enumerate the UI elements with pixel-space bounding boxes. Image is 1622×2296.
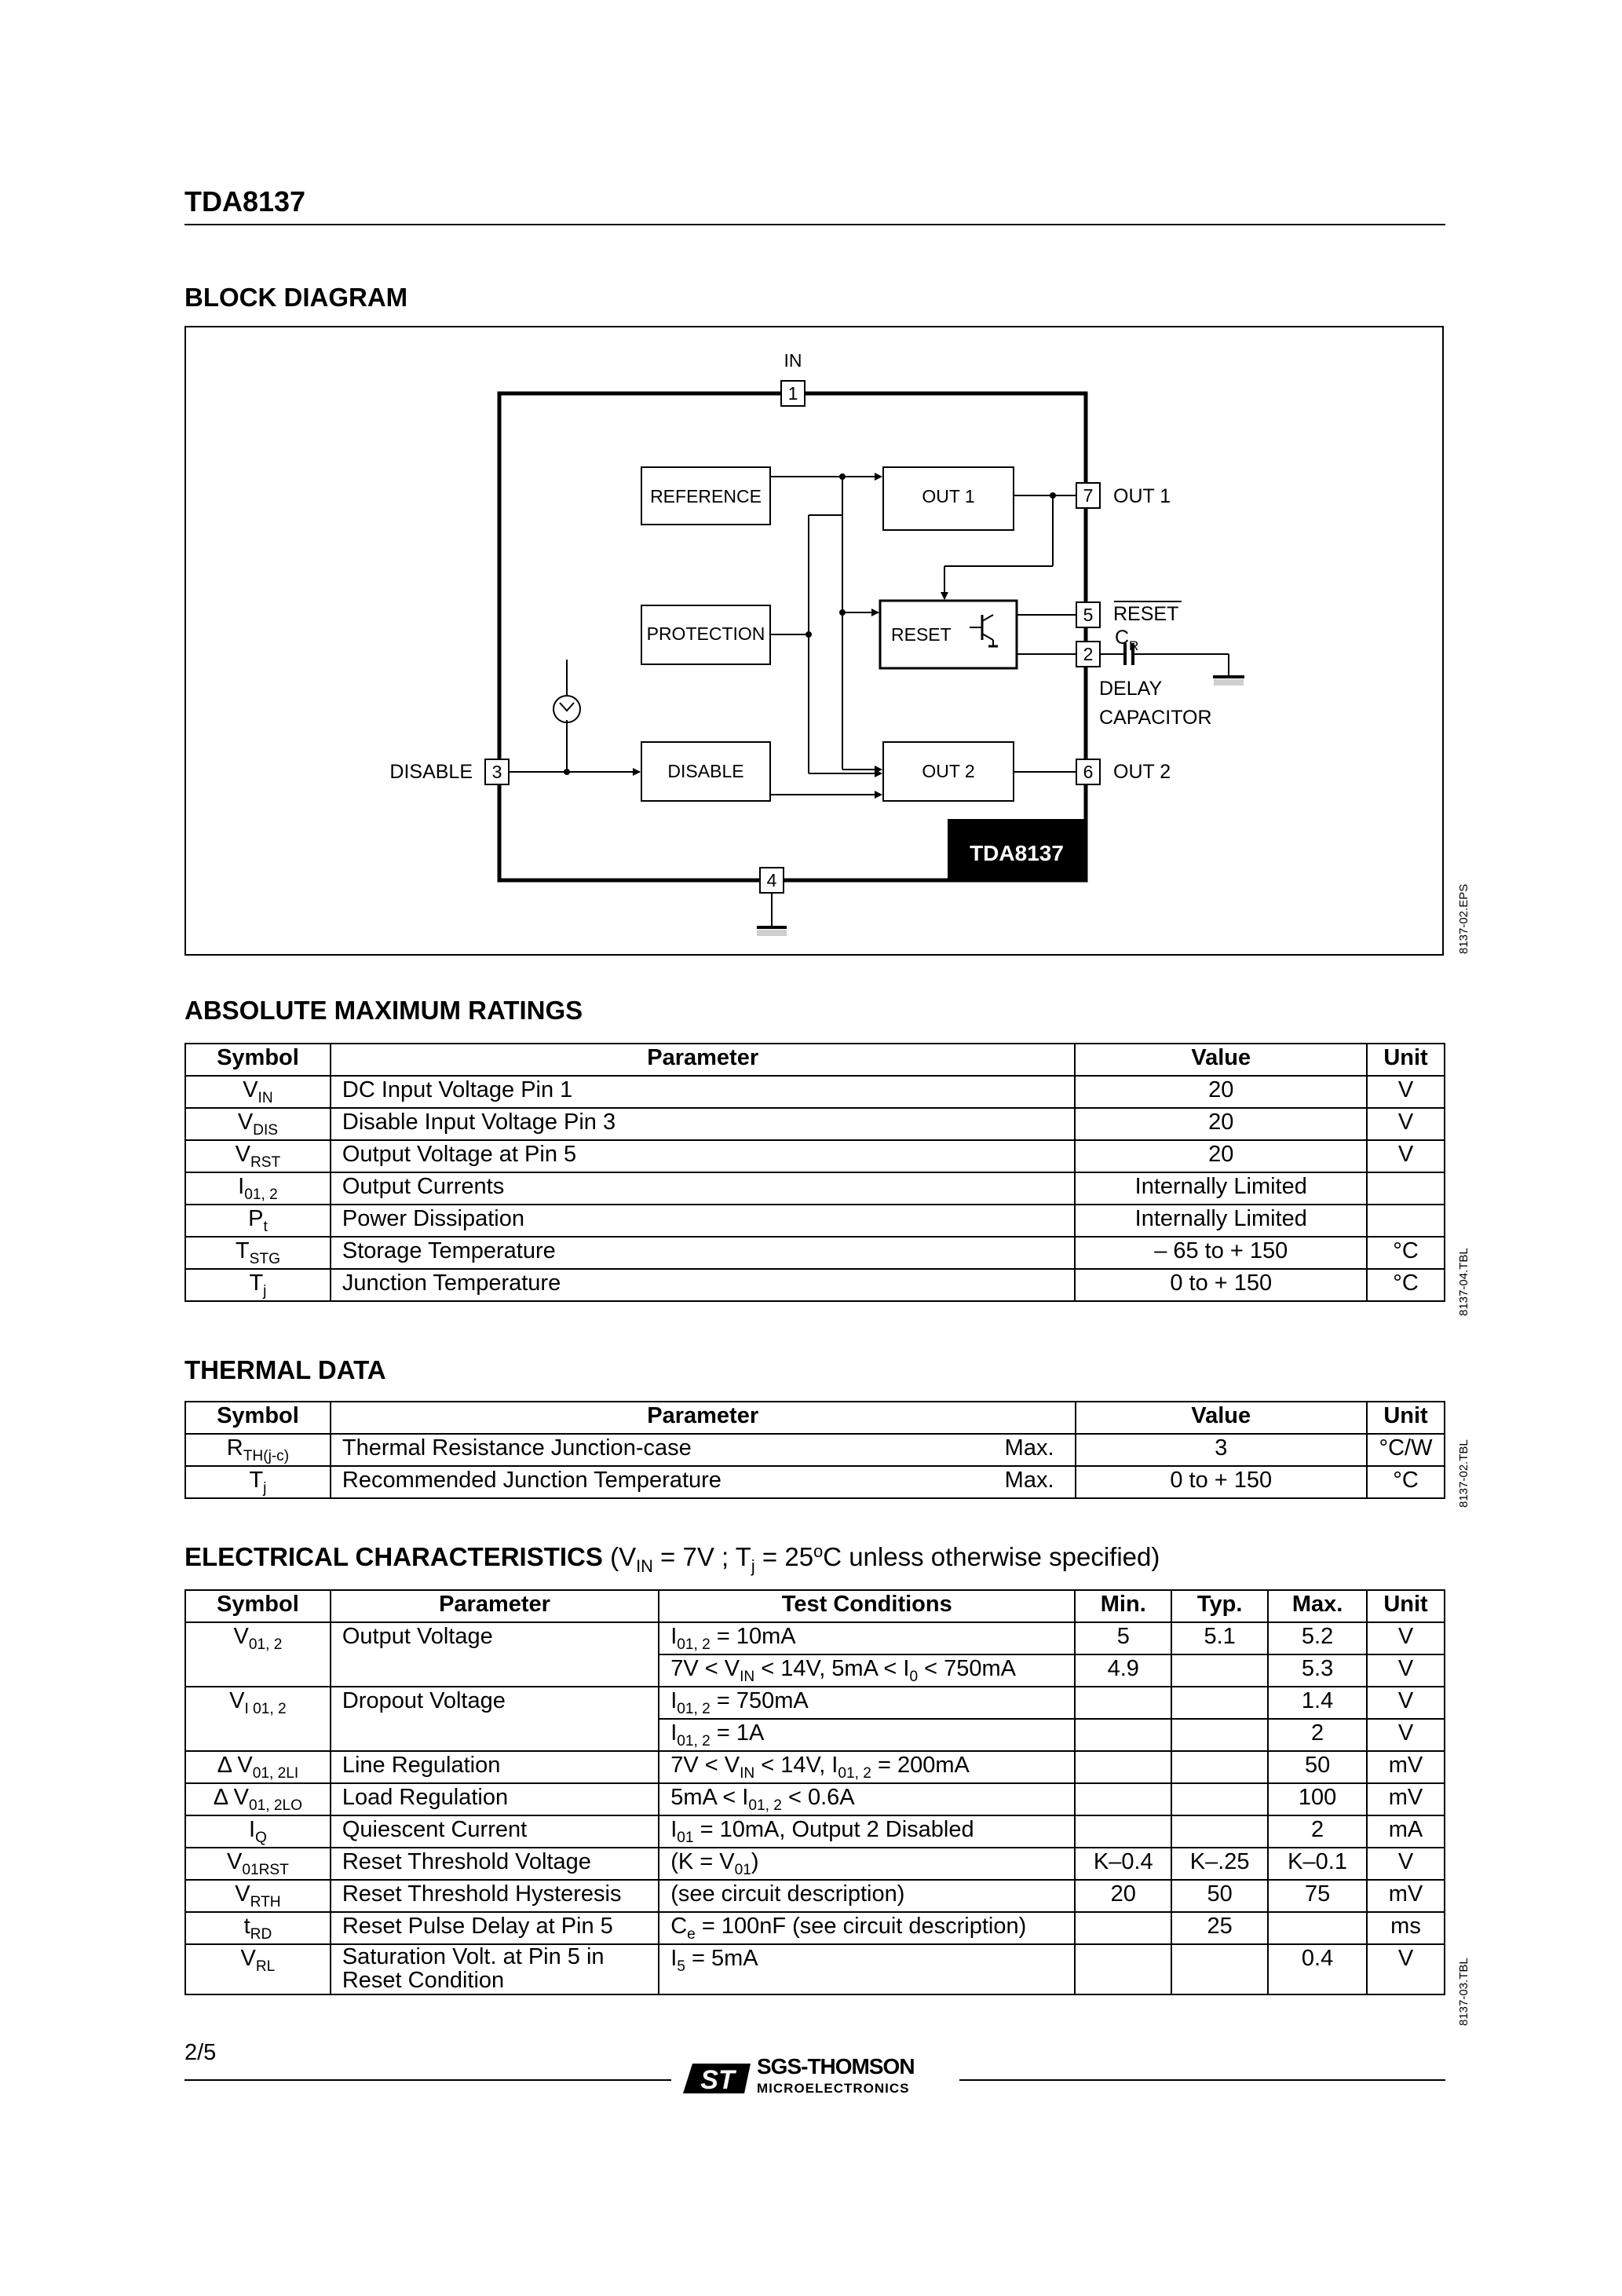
table-row (185, 1687, 1445, 1719)
symbol-cell: $T_j$ (185, 1466, 331, 1498)
symbol-cell: $I_Q$ (185, 1815, 331, 1848)
symbol-cell: $V_{RL}$ (185, 1944, 331, 1994)
pin-2-number: 2 (1083, 644, 1094, 664)
out2-pin-label: OUT 2 (1113, 761, 1171, 783)
parameter-cell: Reset Threshold Hysteresis (331, 1880, 659, 1912)
out1-pin-label: OUT 1 (1113, 485, 1171, 507)
unit-cell: V (1367, 1654, 1445, 1687)
unit-cell: V (1367, 1848, 1445, 1880)
reference-label: REFERENCE (650, 486, 762, 506)
logo-subtitle: MICROELECTRONICS (757, 2081, 910, 2096)
parameter-cell: Reset Threshold Voltage (331, 1848, 659, 1880)
col-min: Min. (1075, 1590, 1171, 1622)
parameter-cell: Disable Input Voltage Pin 3 (331, 1108, 1076, 1140)
table-row (185, 1237, 1445, 1269)
protection-label: PROTECTION (646, 623, 765, 644)
typ-cell: 5.1 (1171, 1622, 1268, 1654)
parameter-cell: Output Voltage (331, 1622, 659, 1654)
table-row (185, 1848, 1445, 1880)
capacitor-label: CAPACITOR (1099, 707, 1212, 729)
conditions-cell: $7V < V_{IN} < 14V$, $I_{01, 2} = 200mA$ (659, 1751, 1075, 1783)
typ-cell (1171, 1654, 1268, 1687)
part-number-title: TDA8137 (184, 185, 306, 218)
parameter-cell: Dropout Voltage (331, 1687, 659, 1719)
unit-cell: mA (1367, 1815, 1445, 1848)
table-row (185, 1140, 1445, 1172)
conditions-cell: $I_{01, 2} = 750mA$ (659, 1687, 1075, 1719)
table-row (185, 1466, 1445, 1498)
symbol-cell: $V_{DIS}$ (185, 1108, 331, 1140)
parameter-cell: Power Dissipation (331, 1205, 1076, 1237)
col-symbol: Symbol (185, 1402, 331, 1434)
parameter-cell: DC Input Voltage Pin 1 (331, 1076, 1076, 1108)
max-cell: 2 (1268, 1719, 1367, 1751)
col-test-conditions: Test Conditions (659, 1590, 1075, 1622)
col-symbol: Symbol (185, 1590, 331, 1622)
symbol-cell: $T_{STG}$ (185, 1237, 331, 1269)
symbol-cell: $V_{RST}$ (185, 1140, 331, 1172)
value-cell: 3 (1076, 1434, 1367, 1466)
parameter-cell: Load Regulation (331, 1783, 659, 1815)
col-parameter: Parameter (331, 1044, 1076, 1076)
col-unit: Unit (1367, 1044, 1445, 1076)
min-cell (1075, 1815, 1171, 1848)
unit-cell (1367, 1172, 1445, 1205)
logo-name: SGS-THOMSON (757, 2054, 915, 2078)
pin-1-number: 1 (787, 383, 798, 404)
unit-cell: V (1367, 1622, 1445, 1654)
max-cell: 5.2 (1268, 1622, 1367, 1654)
pin-3-number: 3 (491, 762, 502, 782)
electrical-code: 8137-03.TBL (1457, 1958, 1470, 2026)
thermal-heading: THERMAL DATA (184, 1355, 386, 1384)
conditions-cell: $5mA < I_{01, 2} < 0.6A$ (659, 1783, 1075, 1815)
value-cell: 20 (1075, 1108, 1367, 1140)
symbol-cell: $V_{01, 2}$ (185, 1622, 331, 1654)
typ-cell: 50 (1171, 1880, 1268, 1912)
unit-cell: °C (1367, 1269, 1445, 1301)
unit-cell: °C (1367, 1466, 1445, 1498)
pin-6-number: 6 (1083, 762, 1094, 782)
parameter-cell (331, 1719, 659, 1751)
max-cell: 75 (1268, 1880, 1367, 1912)
parameter-cell: Recommended Junction Temperature Max. (331, 1466, 1076, 1498)
symbol-cell: Δ $V_{01, 2LI}$ (185, 1751, 331, 1783)
col-unit: Unit (1367, 1590, 1445, 1622)
table-row (185, 1434, 1445, 1466)
value-cell: 0 to + 150 (1075, 1269, 1367, 1301)
thermal-code: 8137-02.TBL (1457, 1439, 1470, 1508)
table-row (185, 1944, 1445, 1994)
table-row (185, 1719, 1445, 1751)
pin-4-number: 4 (766, 870, 777, 890)
unit-cell (1367, 1205, 1445, 1237)
symbol-cell: $P_t$ (185, 1205, 331, 1237)
parameter-cell: Output Voltage at Pin 5 (331, 1140, 1076, 1172)
symbol-cell: $V_{01RST}$ (185, 1848, 331, 1880)
max-cell: 0.4 (1268, 1944, 1367, 1994)
electrical-heading (184, 1541, 1160, 1576)
max-cell: 2 (1268, 1815, 1367, 1848)
table-row (185, 1654, 1445, 1687)
cr-label: C (1115, 627, 1130, 649)
max-cell: 1.4 (1268, 1687, 1367, 1719)
thermal-table (184, 1401, 1445, 1499)
pin-7-number: 7 (1083, 485, 1094, 506)
parameter-cell: Line Regulation (331, 1751, 659, 1783)
table-row (185, 1205, 1445, 1237)
diagram-code: 8137-02.EPS (1457, 883, 1470, 954)
symbol-cell: $I_{01, 2}$ (185, 1172, 331, 1205)
min-cell: K–0.4 (1075, 1848, 1171, 1880)
electrical-table (184, 1589, 1445, 1995)
value-cell: Internally Limited (1075, 1172, 1367, 1205)
electrical-title: ELECTRICAL CHARACTERISTICS (184, 1542, 603, 1571)
col-max: Max. (1268, 1590, 1367, 1622)
max-cell: K–0.1 (1268, 1848, 1367, 1880)
footer-rule-right (959, 2079, 1445, 2081)
out2-block-label: OUT 2 (922, 761, 975, 781)
conditions-cell: $I_{01, 2} = 10mA$ (659, 1622, 1075, 1654)
typ-cell (1171, 1815, 1268, 1848)
min-cell: 4.9 (1075, 1654, 1171, 1687)
typ-cell: 25 (1171, 1912, 1268, 1944)
table-row (185, 1172, 1445, 1205)
value-cell: 0 to + 150 (1076, 1466, 1367, 1498)
max-cell: 50 (1268, 1751, 1367, 1783)
symbol-cell: $V_{IN}$ (185, 1076, 331, 1108)
unit-cell: mV (1367, 1751, 1445, 1783)
electrical-conditions: ($V_{IN} = 7V$ ; $T_j = 25^oC$ unless otherwise specified) (610, 1541, 1160, 1576)
table-row (185, 1108, 1445, 1140)
max-cell: 5.3 (1268, 1654, 1367, 1687)
col-parameter: Parameter (331, 1590, 659, 1622)
cr-subscript: R (1129, 638, 1139, 653)
parameter-cell: Quiescent Current (331, 1815, 659, 1848)
abs-max-table (184, 1043, 1445, 1302)
table-row (185, 1912, 1445, 1944)
disable-pin-label: DISABLE (389, 761, 473, 783)
parameter-cell (331, 1654, 659, 1687)
unit-cell: °C (1367, 1237, 1445, 1269)
parameter-cell: Storage Temperature (331, 1237, 1076, 1269)
typ-cell (1171, 1944, 1268, 1994)
unit-cell: V (1367, 1108, 1445, 1140)
symbol-cell: Δ $V_{01, 2LO}$ (185, 1783, 331, 1815)
symbol-cell: $T_j$ (185, 1269, 331, 1301)
col-symbol: Symbol (185, 1044, 331, 1076)
symbol-cell: $t_{RD}$ (185, 1912, 331, 1944)
unit-cell: V (1367, 1076, 1445, 1108)
footer-rule-left (184, 2079, 671, 2081)
col-unit: Unit (1367, 1402, 1445, 1434)
block-diagram-heading: BLOCK DIAGRAM (184, 283, 408, 312)
typ-cell (1171, 1751, 1268, 1783)
delay-label: DELAY (1099, 678, 1163, 700)
reset-pin-label: RESET (1113, 603, 1179, 625)
unit-cell: mV (1367, 1783, 1445, 1815)
conditions-cell: $C_e = 100nF$ (see circuit description) (659, 1912, 1075, 1944)
symbol-cell (185, 1719, 331, 1751)
out1-block-label: OUT 1 (922, 486, 975, 506)
min-cell (1075, 1944, 1171, 1994)
conditions-cell: $I_{01, 2} = 1A$ (659, 1719, 1075, 1751)
table-row (185, 1880, 1445, 1912)
value-cell: 20 (1075, 1140, 1367, 1172)
table-row (185, 1269, 1445, 1301)
page-number: 2/5 (184, 2040, 217, 2065)
unit-cell: mV (1367, 1880, 1445, 1912)
abs-max-heading: ABSOLUTE MAXIMUM RATINGS (184, 996, 583, 1025)
abs-max-code: 8137-04.TBL (1457, 1248, 1470, 1316)
col-value: Value (1076, 1402, 1367, 1434)
unit-cell: V (1367, 1944, 1445, 1994)
table-row (185, 1783, 1445, 1815)
parameter-cell: Saturation Volt. at Pin 5 in Reset Condition (331, 1944, 659, 1994)
min-cell: 20 (1075, 1880, 1171, 1912)
disable-block-label: DISABLE (667, 761, 744, 781)
table-row (185, 1622, 1445, 1654)
conditions-cell: (see circuit description) (659, 1880, 1075, 1912)
header-rule (184, 224, 1445, 225)
chip-label: TDA8137 (970, 841, 1064, 865)
unit-cell: V (1367, 1140, 1445, 1172)
value-cell: Internally Limited (1075, 1205, 1367, 1237)
table-row (185, 1815, 1445, 1848)
table-row (185, 1751, 1445, 1783)
pin-5-number: 5 (1083, 605, 1094, 625)
col-typ: Typ. (1171, 1590, 1268, 1622)
typ-cell: K–.25 (1171, 1848, 1268, 1880)
symbol-cell: $V_{I 01, 2}$ (185, 1687, 331, 1719)
st-logo-icon (681, 2059, 752, 2098)
st-logo-mark: ST (700, 2065, 735, 2095)
conditions-cell: $7V < V_{IN} < 14V$, $5mA < I_0 < 750mA$ (659, 1654, 1075, 1687)
min-cell (1075, 1687, 1171, 1719)
typ-cell (1171, 1719, 1268, 1751)
col-parameter: Parameter (331, 1402, 1076, 1434)
block-diagram (184, 326, 1444, 956)
value-cell: 20 (1075, 1076, 1367, 1108)
unit-cell: V (1367, 1687, 1445, 1719)
parameter-cell: Thermal Resistance Junction-case Max. (331, 1434, 1076, 1466)
col-value: Value (1075, 1044, 1367, 1076)
table-row (185, 1076, 1445, 1108)
max-cell: 100 (1268, 1783, 1367, 1815)
min-cell: 5 (1075, 1622, 1171, 1654)
min-cell (1075, 1719, 1171, 1751)
unit-cell: °C/W (1367, 1434, 1445, 1466)
parameter-cell: Reset Pulse Delay at Pin 5 (331, 1912, 659, 1944)
value-cell: – 65 to + 150 (1075, 1237, 1367, 1269)
symbol-cell: $R_{TH(j-c)}$ (185, 1434, 331, 1466)
unit-cell: V (1367, 1719, 1445, 1751)
min-cell (1075, 1751, 1171, 1783)
reset-block-label: RESET (891, 624, 952, 645)
typ-cell (1171, 1687, 1268, 1719)
max-cell (1268, 1912, 1367, 1944)
symbol-cell (185, 1654, 331, 1687)
min-cell (1075, 1912, 1171, 1944)
min-cell (1075, 1783, 1171, 1815)
symbol-cell: $V_{RTH}$ (185, 1880, 331, 1912)
conditions-cell: $I_{01} = 10mA$, Output 2 Disabled (659, 1815, 1075, 1848)
unit-cell: ms (1367, 1912, 1445, 1944)
parameter-cell: Output Currents (331, 1172, 1076, 1205)
conditions-cell: $(K = V_{01})$ (659, 1848, 1075, 1880)
typ-cell (1171, 1783, 1268, 1815)
in-label: IN (784, 350, 802, 371)
conditions-cell: $I_5 = 5mA$ (659, 1944, 1075, 1994)
parameter-cell: Junction Temperature (331, 1269, 1076, 1301)
